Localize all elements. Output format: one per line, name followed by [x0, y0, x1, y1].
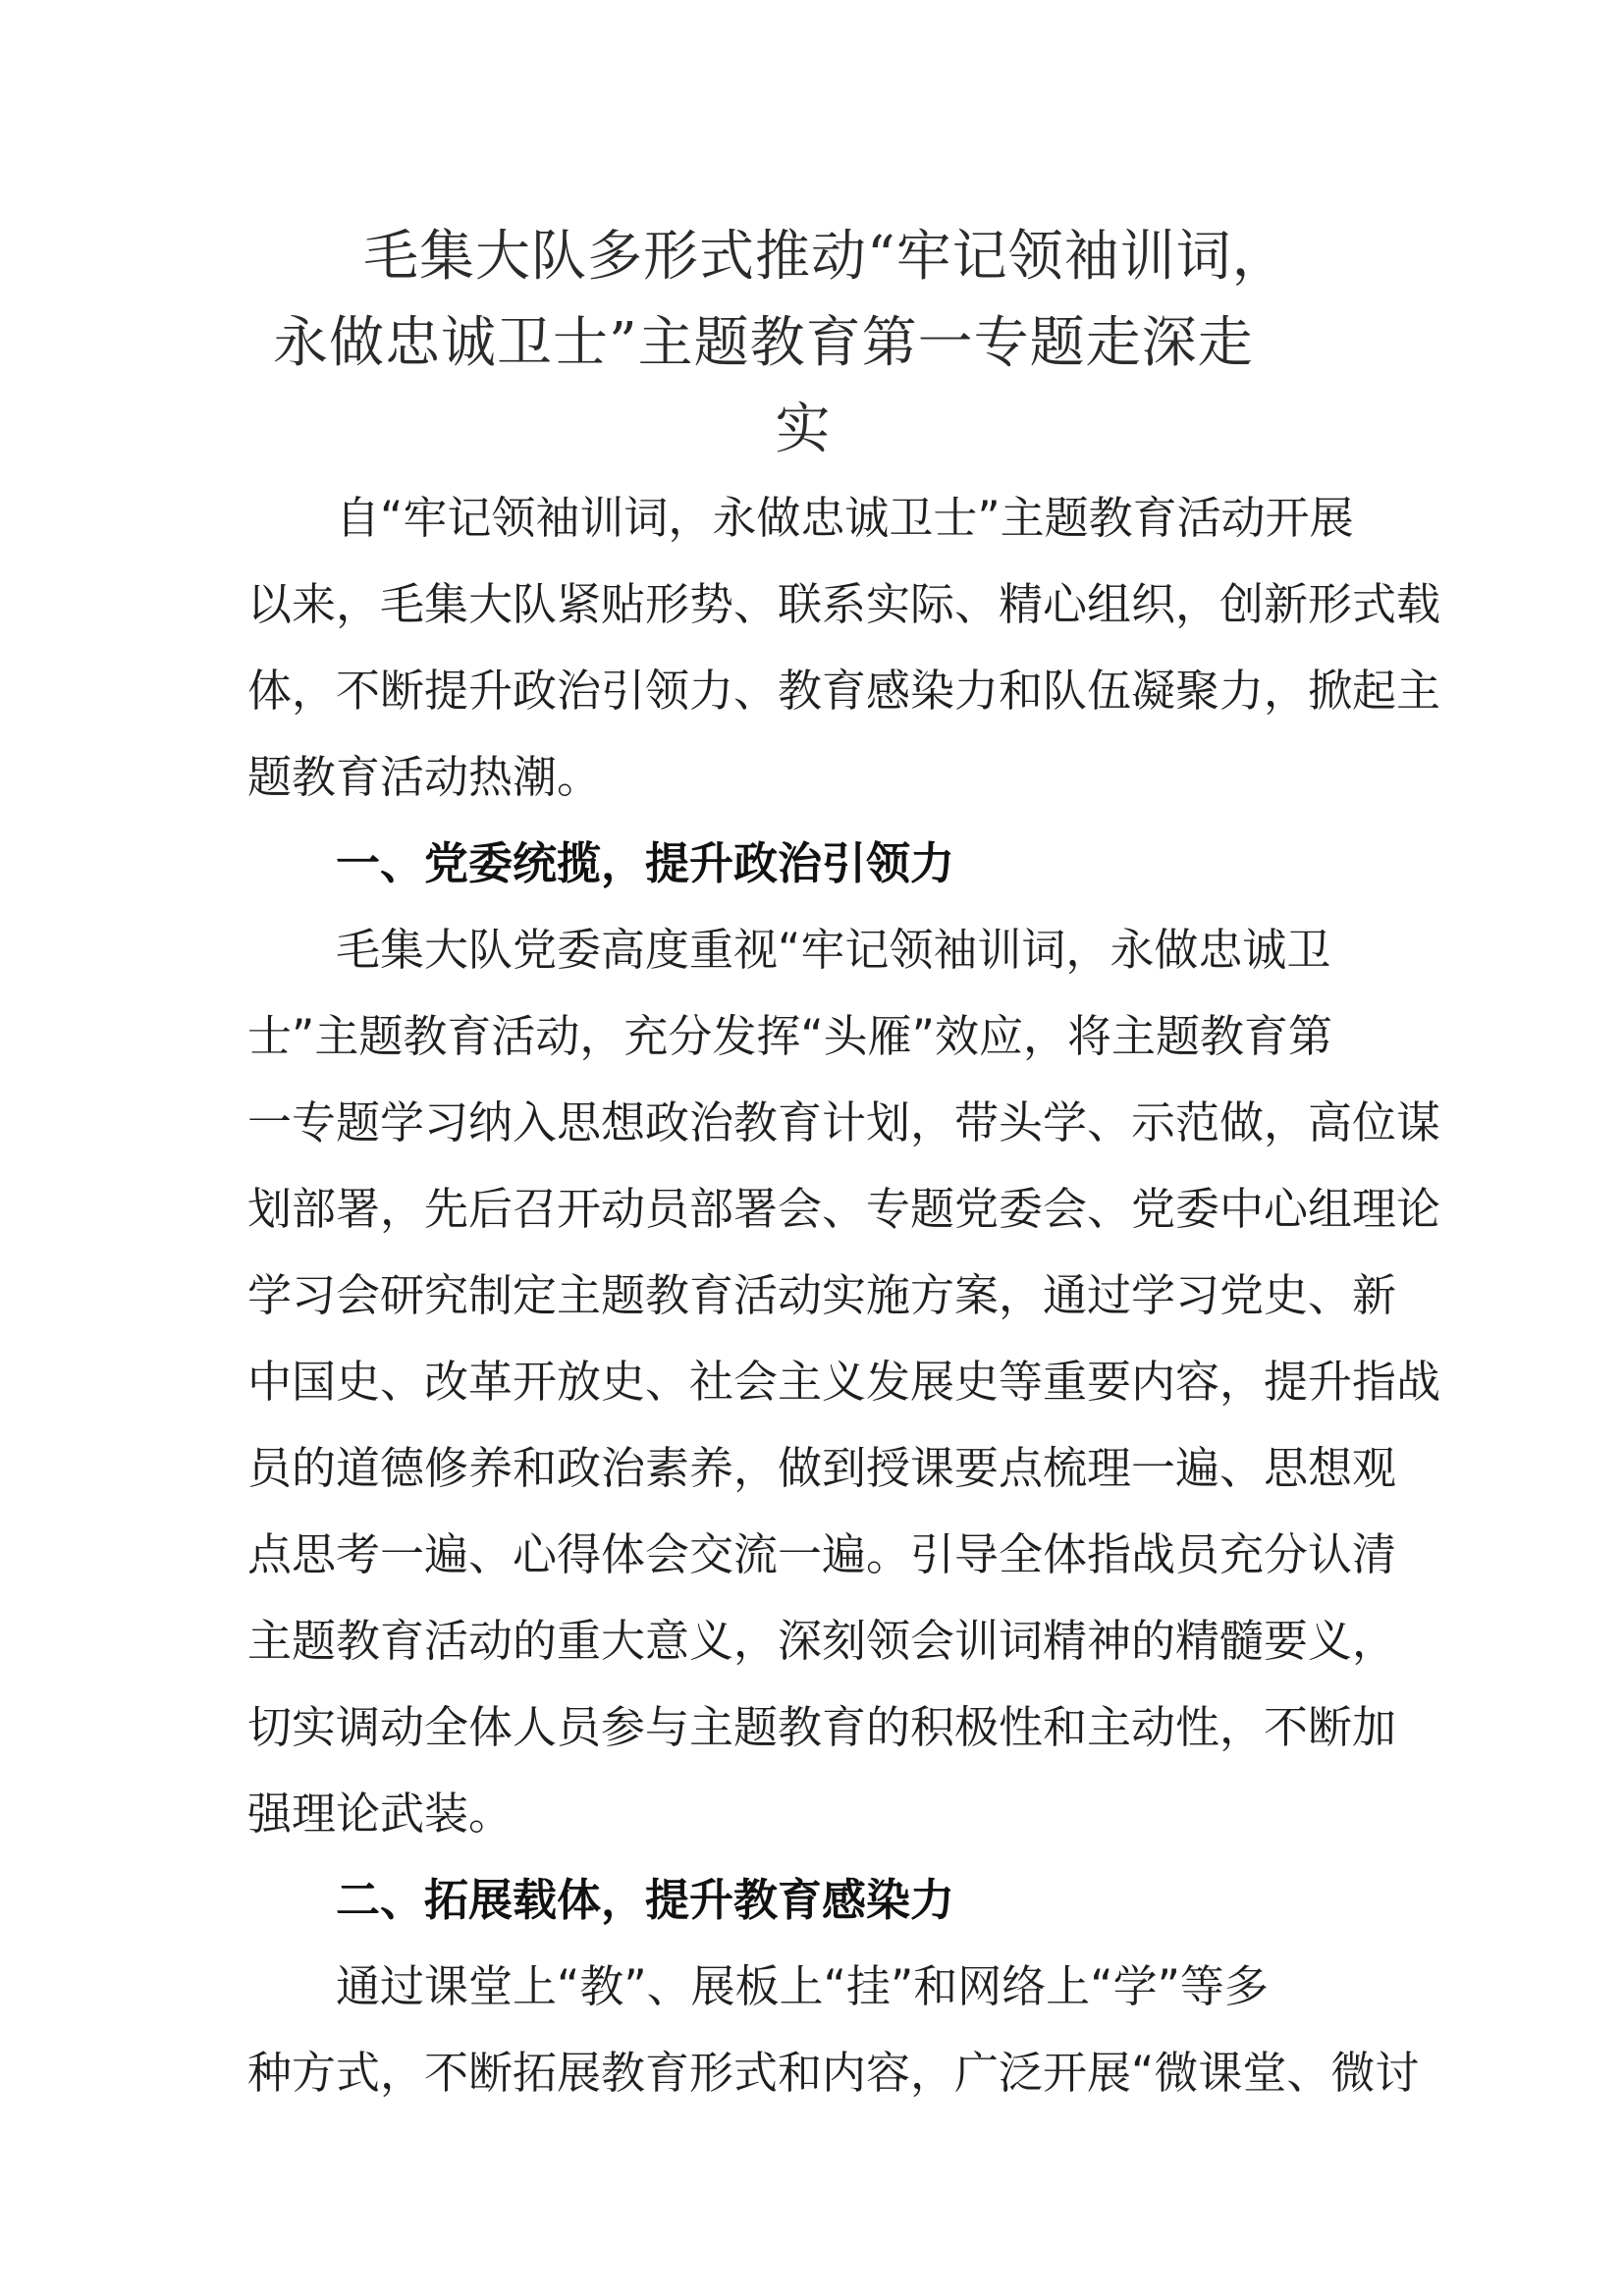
- paragraph-line: 中国史、改革开放史、社会主义发展史等重要内容，提升指战: [247, 1356, 1441, 1408]
- paragraph-line: 题教育活动热潮。: [247, 751, 602, 803]
- document-title: [247, 214, 1377, 473]
- paragraph-line: 一专题学习纳入思想政治教育计划，带头学、示范做，高位谋: [247, 1096, 1441, 1148]
- title-line: 永做忠诚卫士”主题教育第一专题走深走: [273, 311, 1254, 375]
- section-heading: 二、拓展载体，提升教育感染力: [336, 1874, 955, 1926]
- paragraph-line: 种方式，不断拓展教育形式和内容，广泛开展“微课堂、微讨: [247, 2047, 1420, 2099]
- section-heading: 一、党委统揽，提升政治引领力: [336, 837, 955, 889]
- paragraph-line: 员的道德修养和政治素养，做到授课要点梳理一遍、思想观: [247, 1442, 1397, 1494]
- title-line: 毛集大队多形式推动“牢记领袖训词，: [363, 225, 1288, 289]
- paragraph-line: 体，不断提升政治引领力、教育感染力和队伍凝聚力，掀起主: [247, 665, 1441, 717]
- paragraph-line: 毛集大队党委高度重视“牢记领袖训词，永做忠诚卫: [336, 924, 1331, 976]
- paragraph-line: 划部署，先后召开动员部署会、专题党委会、党委中心组理论: [247, 1183, 1441, 1235]
- paragraph-line: 士”主题教育活动，充分发挥“头雁”效应，将主题教育第: [247, 1010, 1332, 1062]
- paragraph-line: 切实调动全体人员参与主题教育的积极性和主动性，不断加: [247, 1701, 1397, 1753]
- paragraph-line: 强理论武装。: [247, 1788, 514, 1840]
- document-body: [247, 475, 1441, 2116]
- title-line: 实: [775, 398, 832, 461]
- paragraph-line: 以来，毛集大队紧贴形势、联系实际、精心组织，创新形式载: [247, 578, 1441, 630]
- paragraph-line: 学习会研究制定主题教育活动实施方案，通过学习党史、新: [247, 1269, 1397, 1321]
- paragraph-line: 自“牢记领袖训词，永做忠诚卫士”主题教育活动开展: [336, 492, 1354, 544]
- paragraph-line: 通过课堂上“教”、展板上“挂”和网络上“学”等多: [336, 1960, 1269, 2012]
- paragraph-line: 主题教育活动的重大意义，深刻领会训词精神的精髓要义，: [247, 1615, 1397, 1667]
- paragraph-line: 点思考一遍、心得体会交流一遍。引导全体指战员充分认清: [247, 1528, 1397, 1580]
